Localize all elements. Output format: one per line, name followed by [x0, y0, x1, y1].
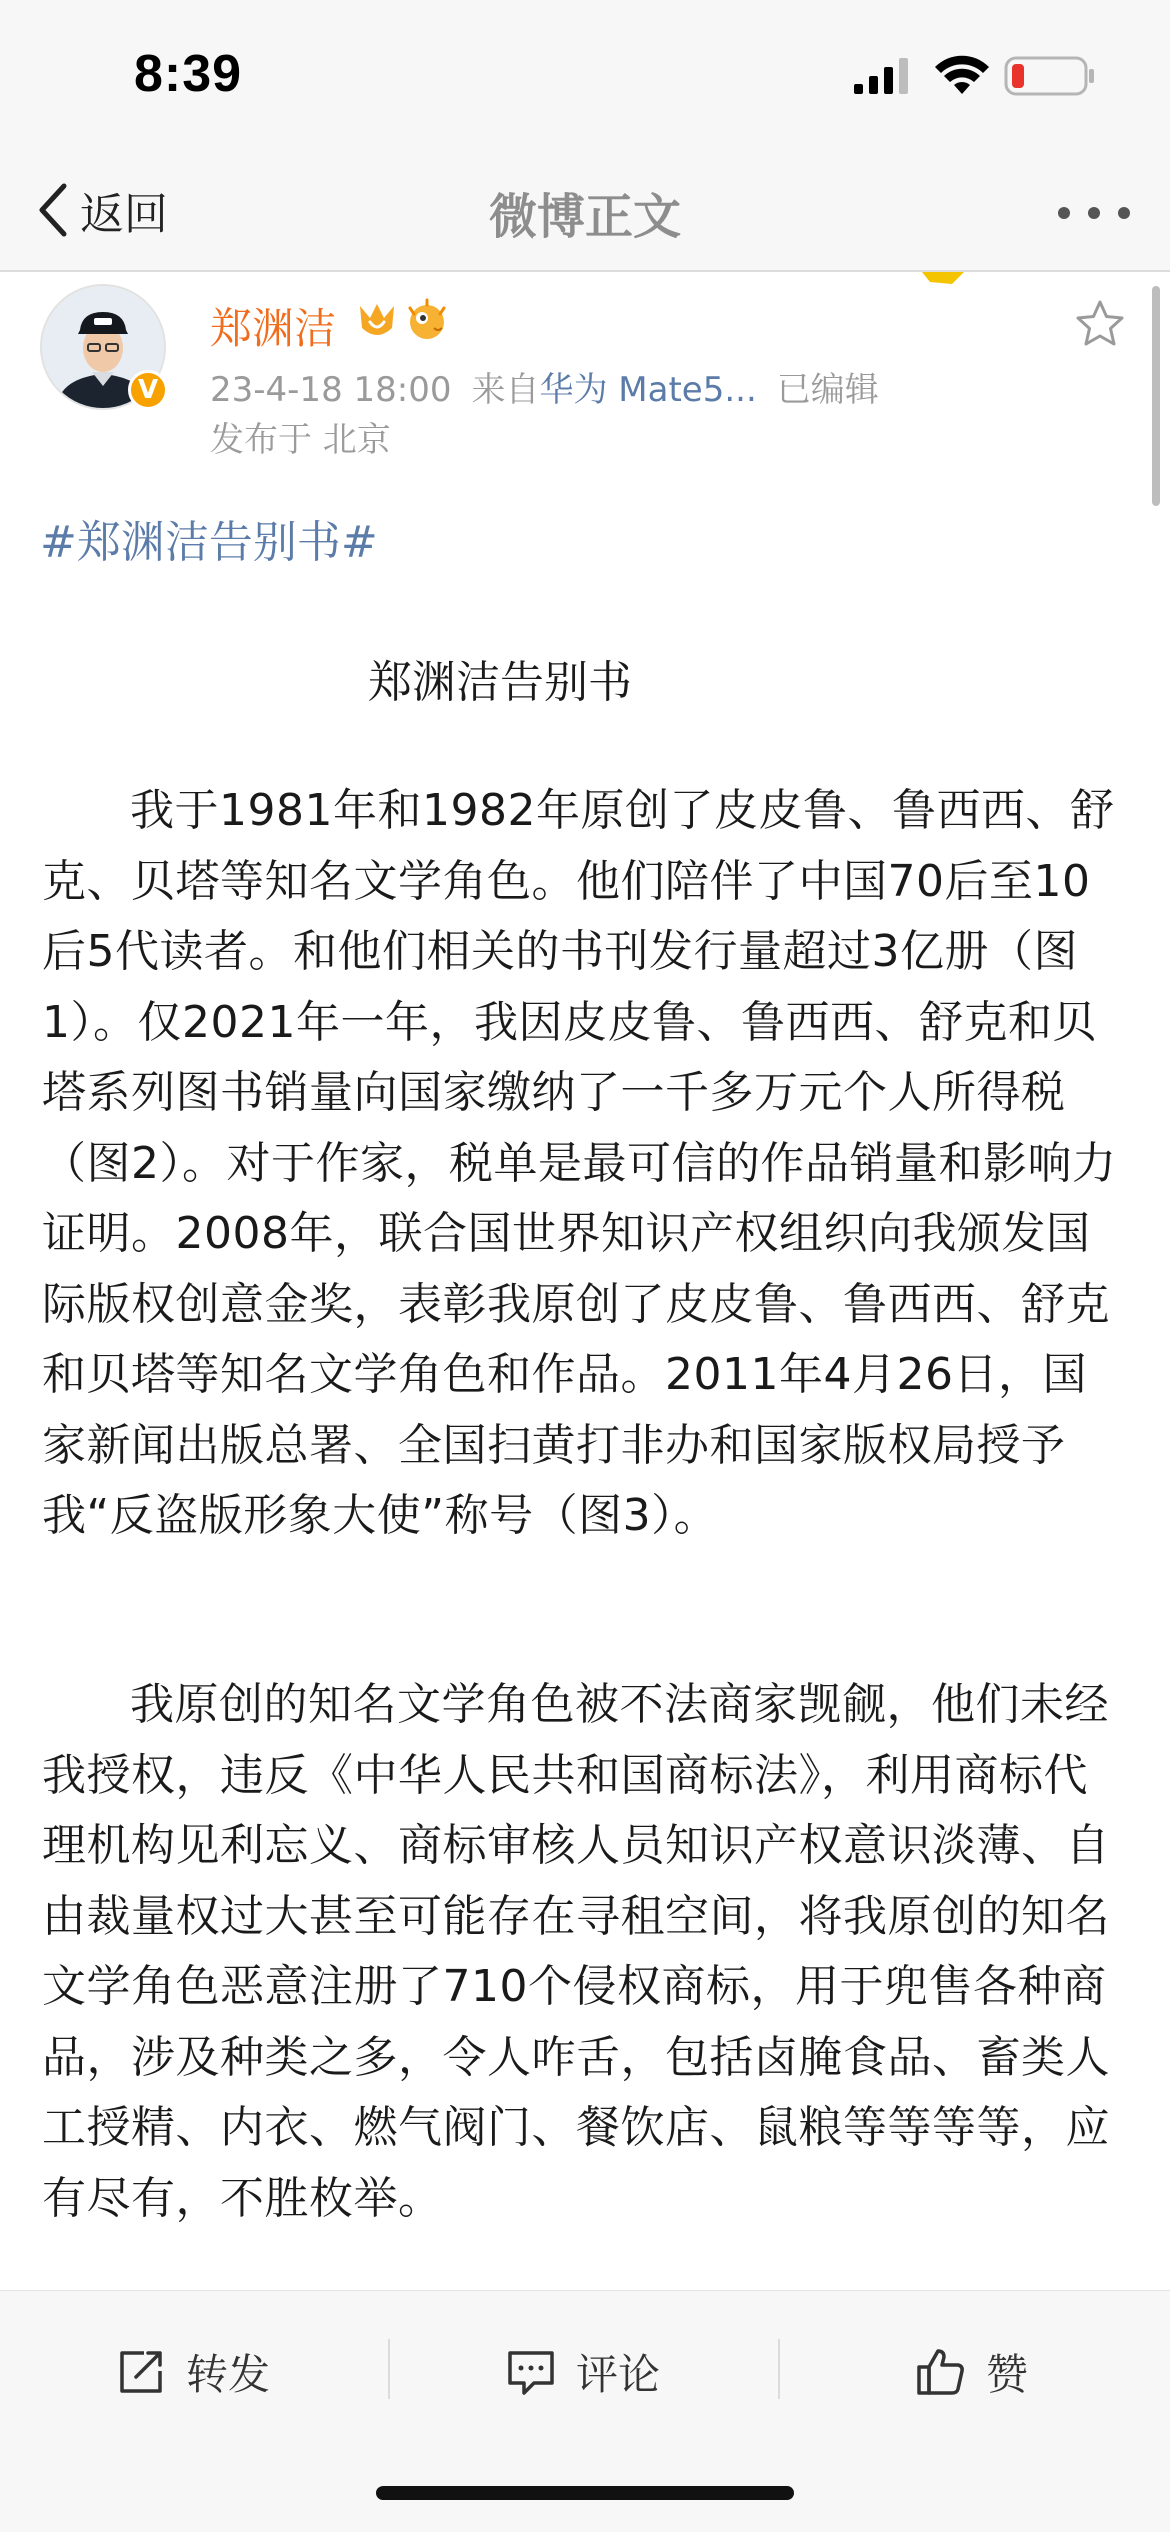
source-device-link[interactable]: 华为 Mate5...: [539, 370, 757, 410]
more-dot-icon: [1088, 207, 1100, 219]
battery-low-icon: [1004, 54, 1096, 98]
like-button[interactable]: [914, 2337, 1028, 2407]
fan-badge-icon: [354, 298, 400, 344]
author-name[interactable]: 郑渊洁: [210, 304, 337, 353]
edited-label[interactable]: 已编辑: [776, 370, 879, 410]
more-options-button[interactable]: [1058, 198, 1130, 228]
comment-icon: [504, 2345, 558, 2399]
page-title: 微博正文: [488, 189, 681, 245]
article-paragraph: 我原创的知名文学角色被不法商家觊觎，他们未经我授权，违反《中华人民共和国商标法》，利用商标代理机构见利忘义、商标审核人员知识产权意识淡薄、自由裁量权过大甚至可能存在寻租空间，将我原创的知名文学角色恶意注册了710个侵权商标，用于兜售各种商品，涉及种类之多，令人咋舌，包括卤腌食品、畜类人工授精、内衣、燃气阀门、餐饮店、鼠粮等等等等，应有尽有，不胜枚举。: [42, 1679, 1110, 2224]
thumbs-up-icon: [914, 2345, 968, 2399]
scrollbar[interactable]: [1152, 286, 1160, 506]
comment-button[interactable]: [504, 2337, 660, 2407]
status-bar: [0, 0, 1170, 150]
source-prefix: 来自: [471, 370, 540, 410]
favorite-star-icon[interactable]: [1074, 298, 1126, 350]
status-time: 8:39: [134, 45, 243, 103]
back-label: 返回: [80, 189, 168, 240]
wifi-icon: [934, 54, 990, 96]
decoration-shape: [922, 272, 964, 284]
cellular-signal-icon: [852, 56, 912, 96]
toolbar-divider: [778, 2339, 780, 2399]
verified-badge: V: [128, 370, 168, 410]
hashtag-link[interactable]: #郑渊洁告别书#: [40, 517, 378, 568]
puffer-fish-badge-icon: [404, 298, 450, 344]
navigation-bar: [0, 150, 1170, 272]
more-dot-icon: [1118, 207, 1130, 219]
article-title: 郑渊洁告别书: [368, 657, 632, 708]
repost-label: 转发: [186, 2350, 271, 2399]
repost-icon: [114, 2345, 168, 2399]
repost-button[interactable]: [114, 2337, 270, 2407]
like-label: 赞: [986, 2350, 1029, 2399]
post-location: 发布于 北京: [210, 420, 391, 460]
comment-label: 评论: [576, 2350, 661, 2399]
article-paragraph: 我于1981年和1982年原创了皮皮鲁、鲁西西、舒克、贝塔等知名文学角色。他们陪伴了中国70后至10后5代读者。和他们相关的书刊发行量超过3亿册（图1）。仅2021年一年，我因皮皮鲁、鲁西西、舒克和贝塔系列图书销量向国家缴纳了一千多万元个人所得税（图2）。对于作家，税单是最可信的作品销量和影响力证明。2008年，联合国世界知识产权组织向我颁发国际版权创意金奖，表彰我原创了皮皮鲁、鲁西西、舒克和贝塔等知名文学角色和作品。2011年4月26日，国家新闻出版总署、全国扫黄打非办和国家版权局授予我“反盗版形象大使”称号（图3）。: [42, 785, 1117, 1541]
more-dot-icon: [1058, 207, 1070, 219]
toolbar-divider: [388, 2339, 390, 2399]
post-timestamp: 23-4-18 18:00: [210, 370, 452, 410]
home-indicator[interactable]: [376, 2486, 794, 2500]
post-meta: [210, 362, 879, 411]
